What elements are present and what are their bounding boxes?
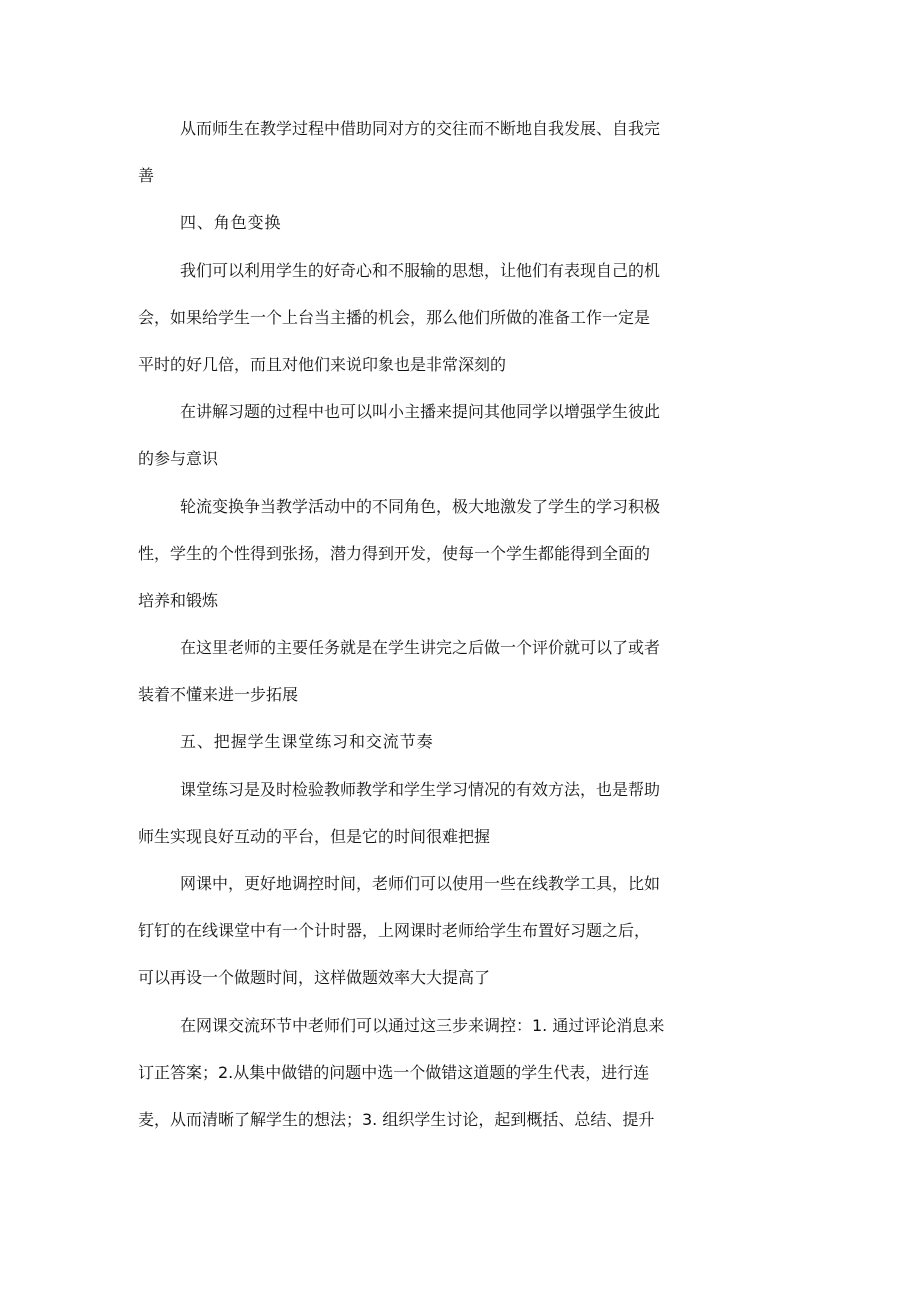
paragraph (138, 635, 788, 729)
paragraph (138, 494, 788, 636)
text-line: 善 (138, 166, 155, 186)
text-line: 装着不懂来进一步拓展 (138, 685, 299, 705)
text-line: 在网课交流环节中老师们可以通过这三步来调控：1. 通过评论消息来 (180, 1015, 665, 1035)
heading-line: 五、把握学生课堂练习和交流节奏 (180, 732, 434, 752)
paragraph (138, 116, 788, 210)
text-line: 会，如果给学生一个上台当主播的机会，那么他们所做的准备工作一定是 (138, 307, 651, 327)
paragraph (138, 399, 788, 493)
section-heading (138, 729, 788, 776)
paragraph (138, 871, 788, 1013)
paragraph (138, 1013, 788, 1155)
text-line: 订正答案；2.从集中做错的问题中选一个做错这道题的学生代表，进行连 (138, 1062, 650, 1082)
paragraph (138, 777, 788, 871)
text-line: 网课中，更好地调控时间，老师们可以使用一些在线教学工具，比如 (180, 874, 661, 893)
text-line: 从而师生在教学过程中借助同对方的交往而不断地自我发展、自我完 (180, 119, 661, 138)
text-line: 钉钉的在线课堂中有一个计时器，上网课时老师给学生布置好习题之后， (138, 921, 651, 941)
document-page (138, 116, 788, 1154)
text-line: 轮流变换争当教学活动中的不同角色，极大地激发了学生的学习积极 (180, 496, 661, 516)
text-line: 平时的好几倍，而且对他们来说印象也是非常深刻的 (138, 354, 507, 374)
text-line: 可以再设一个做题时间，这样做题效率大大提高了 (138, 968, 491, 988)
text-line: 培养和锻炼 (138, 590, 219, 610)
text-line: 在讲解习题的过程中也可以叫小主播来提问其他同学以增强学生彼此 (180, 402, 661, 422)
heading-line: 四、角色变换 (180, 213, 282, 233)
text-line: 在这里老师的主要任务就是在学生讲完之后做一个评价就可以了或者 (180, 638, 661, 658)
paragraph (138, 258, 788, 400)
text-line: 课堂练习是及时检验教师教学和学生学习情况的有效方法，也是帮助 (180, 779, 661, 799)
text-line: 我们可以利用学生的好奇心和不服输的思想，让他们有表现自己的机 (180, 260, 661, 280)
section-heading (138, 210, 788, 257)
text-line: 的参与意识 (138, 449, 219, 469)
text-line: 师生实现良好互动的平台，但是它的时间很难把握 (138, 826, 491, 846)
text-line: 麦，从而清晰了解学生的想法；3. 组织学生讨论，起到概括、总结、提升 (138, 1109, 655, 1129)
text-line: 性，学生的个性得到张扬，潜力得到开发，使每一个学生都能得到全面的 (138, 543, 651, 563)
